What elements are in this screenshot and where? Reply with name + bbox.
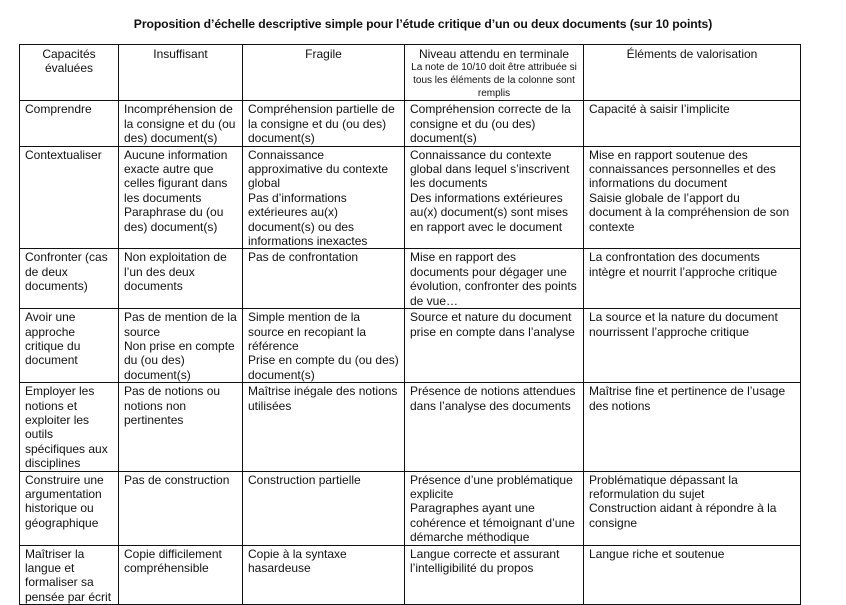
capacite-label: Avoir une approche critique du document (25, 310, 81, 368)
table-row (20, 146, 801, 249)
capacite-label: Comprendre (25, 102, 92, 117)
cell-fragile (243, 309, 405, 383)
cell-insuffisant (119, 309, 243, 383)
cell-capacite (20, 383, 119, 471)
cell-text: Mise en rapport soutenue des connaissances personnelles et des informations du document (589, 147, 776, 191)
cell-text: Compréhension partielle de la consigne et du (ou des) document(s) (248, 102, 395, 146)
capacite-label: Maîtriser la langue et formaliser sa pensée par écrit (25, 546, 112, 604)
cell-capacite (20, 471, 119, 545)
cell-fragile (243, 101, 405, 146)
header-row (20, 45, 801, 101)
cell-text: Pas de confrontation (248, 250, 359, 265)
cell-text: Prise en compte du (ou des) document(s) (248, 353, 399, 382)
cell-text: Mise en rapport des documents pour dégager une évolution, confronter des points de vue… (410, 250, 577, 308)
cell-fragile (243, 383, 405, 471)
cell-text: Connaissance approximative du contexte global (248, 147, 389, 191)
cell-capacite (20, 249, 119, 309)
table-row (20, 471, 801, 545)
document-title: Proposition d’échelle descriptive simple pour l’étude critique d’un ou deux documents (sur 10 points) (133, 17, 713, 31)
cell-attendu (405, 309, 584, 383)
cell-insuffisant (119, 471, 243, 545)
cell-text: Source et nature du document prise en compte dans l’analyse (410, 310, 575, 339)
cell-text: La source et la nature du document nourrissent l’approche critique (589, 310, 778, 339)
table-row (20, 309, 801, 383)
cell-valorisation (584, 383, 801, 471)
cell-text: Non prise en compte du (ou des) document(s) (124, 338, 235, 382)
cell-text: Non exploitation de l’un des deux documents (124, 250, 227, 294)
header-insuffisant (119, 45, 243, 101)
cell-text: Présence de notions attendues dans l’analyse des documents (410, 384, 576, 413)
table-row (20, 383, 801, 471)
cell-insuffisant (119, 249, 243, 309)
cell-insuffisant (119, 101, 243, 146)
cell-valorisation (584, 146, 801, 249)
cell-insuffisant (119, 545, 243, 605)
header-niveau-attendu (405, 45, 584, 101)
cell-text: Maîtrise fine et pertinence de l’usage des notions (589, 384, 786, 413)
cell-fragile (243, 471, 405, 545)
cell-text: Simple mention de la source en recopiant la référence (248, 310, 367, 353)
cell-text: Aucune information exacte autre que celles figurant dans les documents (124, 147, 228, 205)
cell-text: Connaissance du contexte global dans lequel s’inscrivent les documents (410, 147, 570, 191)
cell-text: Présence d’une problématique explicite (410, 472, 573, 501)
header-valorisation (584, 45, 801, 101)
cell-attendu (405, 471, 584, 545)
cell-text: Langue correcte et assurant l’intelligibilité du propos (410, 546, 560, 575)
cell-valorisation (584, 249, 801, 309)
capacite-label: Employer les notions et exploiter les outils spécifiques aux disciplines (25, 384, 108, 471)
cell-text: Saisie globale de l’apport du document à la compréhension de son contexte (589, 190, 790, 234)
cell-capacite (20, 101, 119, 146)
cell-capacite (20, 309, 119, 383)
cell-valorisation (584, 471, 801, 545)
cell-text: Langue riche et soutenue (589, 546, 725, 561)
header-label: Insuffisant (153, 47, 208, 61)
cell-attendu (405, 383, 584, 471)
cell-text: La confrontation des documents intègre et nourrit l’approche critique (589, 250, 778, 279)
capacite-label: Construire une argumentation historique ou géographique (25, 472, 104, 530)
cell-text: Copie difficilement compréhensible (124, 546, 222, 575)
capacite-label: Confronter (cas de deux documents) (25, 250, 108, 294)
cell-text: Pas de construction (124, 472, 230, 487)
cell-fragile (243, 146, 405, 249)
cell-attendu (405, 545, 584, 605)
cell-attendu (405, 101, 584, 146)
header-label: Niveau attendu en terminale (418, 47, 570, 61)
cell-text: Pas de mention de la source (124, 310, 237, 339)
cell-text: Incompréhension de la consigne et du (ou des) document(s) (124, 102, 236, 146)
cell-fragile (243, 249, 405, 309)
cell-text: Pas de notions ou notions non pertinentes (124, 384, 221, 427)
cell-attendu (405, 249, 584, 309)
table-row (20, 101, 801, 146)
cell-valorisation (584, 545, 801, 605)
cell-text: Paragraphes ayant une cohérence et témoignant d’une démarche méthodique (410, 501, 575, 545)
cell-text: Pas d’informations extérieures au(x) document(s) ou des informations inexactes (248, 190, 368, 249)
header-label: Capacités évaluées (42, 47, 96, 76)
table-row (20, 249, 801, 309)
cell-valorisation (584, 309, 801, 383)
capacite-label: Contextualiser (25, 147, 102, 162)
cell-text: Construction partielle (248, 472, 361, 487)
table-row (20, 545, 801, 605)
cell-attendu (405, 146, 584, 249)
cell-text: Copie à la syntaxe hasardeuse (248, 546, 347, 575)
cell-insuffisant (119, 383, 243, 471)
cell-capacite (20, 545, 119, 605)
cell-fragile (243, 545, 405, 605)
header-label: Éléments de valorisation (626, 47, 758, 61)
header-note: La note de 10/10 doit être attribuée si tous les éléments de la colonne sont remplis (411, 62, 577, 100)
cell-text: Problématique dépassant la reformulation du sujet (589, 472, 738, 501)
cell-text: Des informations extérieures au(x) document(s) sont mises en rapport avec le document (410, 190, 569, 234)
cell-valorisation (584, 101, 801, 146)
cell-text: Capacité à saisir l’implicite (589, 102, 730, 117)
header-capacites (20, 45, 119, 101)
cell-text: Compréhension correcte de la consigne et du (ou des) document(s) (410, 102, 571, 146)
header-label: Fragile (305, 47, 342, 61)
cell-capacite (20, 146, 119, 249)
cell-insuffisant (119, 146, 243, 249)
rubric-table (19, 44, 801, 605)
cell-text: Maîtrise inégale des notions utilisées (248, 384, 398, 413)
header-fragile (243, 45, 405, 101)
cell-text: Paraphrase du (ou des) document(s) (124, 205, 224, 234)
cell-text: Construction aidant à répondre à la consigne (589, 501, 777, 530)
